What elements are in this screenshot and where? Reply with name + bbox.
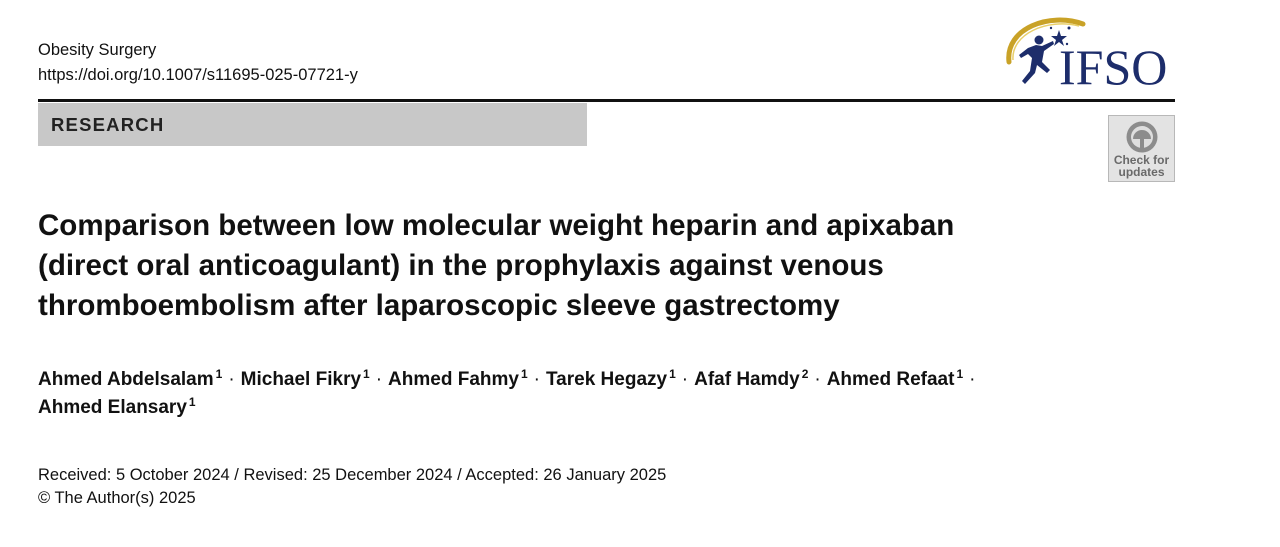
author-separator: · (228, 369, 235, 390)
author-affiliation: 1 (956, 367, 964, 381)
check-updates-icon (1124, 119, 1160, 155)
author-separator: · (533, 369, 540, 390)
author-name[interactable]: Ahmed Abdelsalam (38, 369, 214, 390)
journal-name: Obesity Surgery (38, 41, 157, 59)
copyright-notice: © The Author(s) 2025 (38, 489, 196, 507)
article-title: Comparison between low molecular weight heparin and apixaban (direct oral anticoagulant) in the prophylaxis against venous thromboembolism after laparoscopic sleeve gastrectomy (38, 209, 955, 322)
author-name[interactable]: Ahmed Elansary (38, 397, 187, 418)
author-name[interactable]: Ahmed Refaat (826, 369, 955, 390)
header-rule (38, 99, 1175, 102)
author-separator: · (681, 369, 689, 390)
author-separator: · (375, 369, 383, 390)
doi-link[interactable]: https://doi.org/10.1007/s11695-025-07721-y (38, 66, 358, 84)
ifso-logo (995, 10, 1180, 95)
check-for-updates-badge[interactable] (1108, 115, 1175, 182)
author-name[interactable]: Ahmed Fahmy (388, 369, 519, 390)
author-separator: · (969, 369, 976, 390)
badge-label: Check for updates (1113, 153, 1170, 179)
author-name[interactable]: Afaf Hamdy (694, 369, 800, 390)
author-affiliation: 1 (520, 367, 528, 381)
publication-dates: Received: 5 October 2024 / Revised: 25 December 2024 / Accepted: 26 January 2025 (38, 466, 667, 484)
author-affiliation: 1 (669, 367, 676, 381)
author-affiliation: 1 (188, 395, 196, 409)
author-affiliation: 1 (363, 367, 370, 381)
author-affiliation: 1 (215, 367, 223, 381)
logo-text: IFSO (1059, 39, 1168, 95)
author-separator: · (814, 369, 821, 390)
author-name[interactable]: Tarek Hegazy (545, 369, 668, 390)
logo-runner-icon (1019, 36, 1054, 85)
article-type-band: RESEARCH (38, 103, 587, 146)
author-list (38, 366, 1068, 422)
author-name[interactable]: Michael Fikry (240, 369, 362, 390)
author-affiliation: 2 (801, 367, 809, 381)
